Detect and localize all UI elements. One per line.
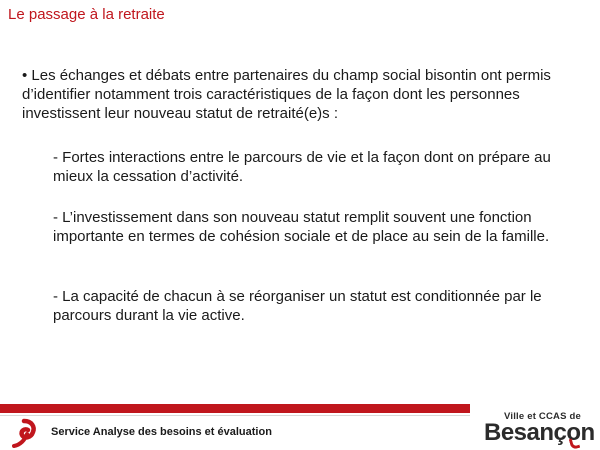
red-swirl-mark-icon [10, 418, 38, 448]
footer-service-label: Service Analyse des besoins et évaluation [51, 426, 272, 438]
slide-title: Le passage à la retraite [8, 6, 165, 23]
sub-point-2: - L’investissement dans son nouveau statut remplit souvent une fonction importante en termes de cohésion sociale et de place au sein de la famille. [53, 209, 550, 245]
sub-point-1: - Fortes interactions entre le parcours de vie et la façon dont on prépare au mieux la cessation d’activité. [53, 149, 551, 185]
besancon-logo [484, 408, 596, 448]
logo-city-name: Besançon [484, 419, 595, 446]
main-bullet-text: • Les échanges et débats entre partenaires du champ social bisontin ont permis d’identifier notamment trois caractéristiques de la façon dont les personnes investissent leur nouveau statut de retraité(e)s : [22, 67, 551, 122]
footer-accent-bar [0, 404, 470, 413]
sub-point-3: - La capacité de chacun à se réorganiser un statut est conditionnée par le parcours durant la vie active. [53, 288, 542, 324]
footer-divider [0, 415, 470, 416]
logo-subtitle: Ville et CCAS de [504, 411, 581, 422]
